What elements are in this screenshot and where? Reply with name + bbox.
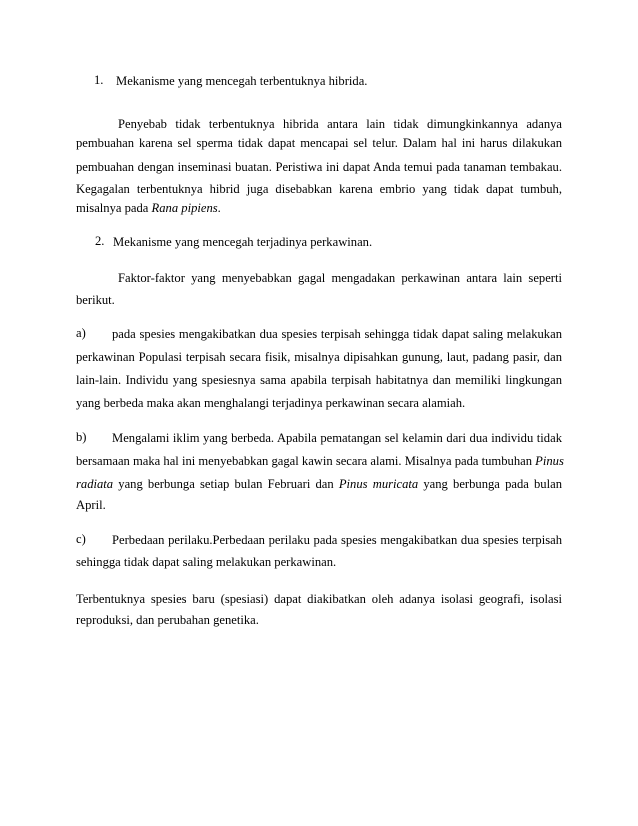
item-c-marker: c) [76, 532, 86, 546]
item-b-line3 [76, 476, 562, 492]
species-pinus-muricata: Pinus muricata [338, 477, 419, 491]
para1-line1: Penyebab tidak terbentuknya hibrida antara lain tidak dimungkinkannya adanya [118, 117, 562, 131]
species-rana-pipiens: Rana pipiens [151, 201, 218, 215]
conclusion-line1: Terbentuknya spesies baru (spesiasi) dapat diakibatkan oleh adanya isolasi geografi, isolasi [76, 592, 562, 606]
item-b-marker: b) [76, 430, 87, 444]
item-c-line2: sehingga tidak dapat saling melakukan perkawinan. [76, 555, 337, 569]
para2-line2: berikut. [76, 293, 115, 307]
para2-line1: Faktor-faktor yang menyebabkan gagal mengadakan perkawinan antara lain seperti [118, 271, 562, 285]
para1-line3: pembuahan dengan inseminasi buatan. Peristiwa ini dapat Anda temui pada tanaman tembakau. [76, 160, 562, 174]
item-c-line1: Perbedaan perilaku.Perbedaan perilaku pada spesies mengakibatkan dua spesies terpisah [112, 533, 562, 547]
item-b-line2-text: bersamaan maka hal ini menyebabkan gagal kawin secara alami. Misalnya pada tumbuhan [76, 454, 536, 468]
item-b-line2 [76, 453, 562, 469]
item-b-line3-suffix: yang berbunga pada bulan [418, 477, 562, 491]
item-b-line4: April. [76, 498, 106, 512]
item-a-line4: yang berbeda maka akan menghalangi terjadinya perkawinan secara alamiah. [76, 396, 466, 410]
heading-2-text: Mekanisme yang mencegah terjadinya perkawinan. [113, 235, 373, 249]
heading-2-number: 2. [95, 234, 105, 248]
heading-1-text: Mekanisme yang mencegah terbentuknya hibrida. [116, 74, 368, 88]
item-a-marker: a) [76, 326, 86, 340]
species-radiata: radiata [76, 477, 114, 491]
item-b-line1: Mengalami iklim yang berbeda. Apabila pematangan sel kelamin dari dua individu tidak [112, 431, 562, 445]
item-a-line1: pada spesies mengakibatkan dua spesies terpisah sehingga tidak dapat saling melakukan [112, 327, 562, 341]
item-b-line3-middle: yang berbunga setiap bulan Februari dan [113, 477, 339, 491]
para1-line5 [76, 200, 221, 216]
item-a-line2: perkawinan Populasi terpisah secara fisik, misalnya dipisahkan gunung, laut, padang pasir, dan [76, 350, 562, 364]
species-pinus: Pinus [535, 454, 564, 468]
item-a-line3: lain-lain. Individu yang spesiesnya sama apabila terpisah habitatnya dan memiliki lingkungan [76, 373, 562, 387]
para1-line5-prefix: misalnya pada [76, 201, 152, 215]
para1-line2: pembuahan karena sel sperma tidak dapat mencapai sel telur. Dalam hal ini harus dilakukan [76, 136, 562, 150]
para1-line5-suffix: . [217, 201, 221, 215]
heading-1-number: 1. [94, 73, 104, 87]
para1-line4: Kegagalan terbentuknya hibrid juga disebabkan karena embrio yang tidak dapat tumbuh, [76, 182, 562, 196]
conclusion-line2: reproduksi, dan perubahan genetika. [76, 613, 259, 627]
